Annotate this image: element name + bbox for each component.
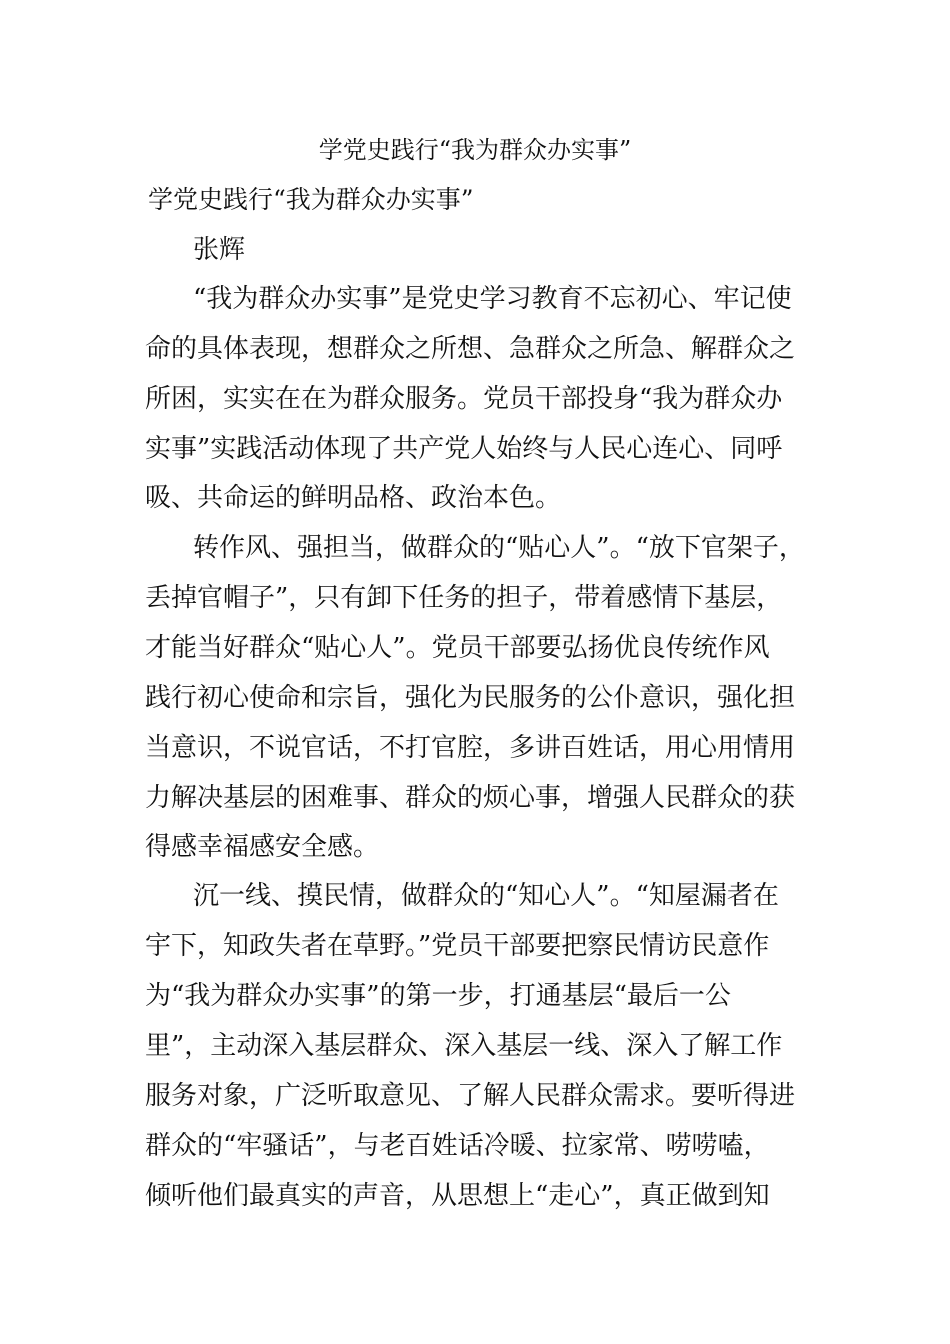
paragraph-line: 践行初心使命和宗旨，强化为民服务的公仆意识，强化担 [145,683,796,713]
paragraph-line: 得感幸福感安全感。 [145,832,380,862]
paragraph-line: 所困，实实在在为群众服务。党员干部投身“我为群众办 [145,384,783,414]
paragraph-line: 命的具体表现，想群众之所想、急群众之所急、解群众之 [145,334,796,364]
paragraph-line: 倾听他们最真实的声音，从思想上“走心”，真正做到知 [145,1181,770,1211]
paragraph-line: 丢掉官帽子”，只有卸下任务的担子，带着感情下基层， [145,583,783,613]
paragraph-line: 里”，主动深入基层群众、深入基层一线、深入了解工作 [145,1031,783,1061]
paragraph-line: “我为群众办实事”是党史学习教育不忘初心、牢记使 [193,284,792,314]
paragraph-line: 服务对象，广泛听取意见、了解人民群众需求。要听得进 [145,1081,796,1111]
paragraph-line: 群众的“牢骚话”，与老百姓话冷暖、拉家常、唠唠嗑， [145,1131,770,1161]
paragraph-line: 当意识，不说官话，不打官腔，多讲百姓话，用心用情用 [145,733,796,763]
paragraph-line: 转作风、强担当，做群众的“贴心人”。“放下官架子， [193,533,805,563]
document-title: 学党史践行“我为群众办实事” [318,136,632,164]
paragraph-line: 沉一线、摸民情，做群众的“知心人”。“知屋漏者在 [193,881,779,911]
paragraph-line: 实事”实践活动体现了共产党人始终与人民心连心、同呼 [145,434,783,464]
paragraph-line: 吸、共命运的鲜明品格、政治本色。 [145,483,562,513]
paragraph-line: 为“我为群众办实事”的第一步，打通基层“最后一公 [145,981,731,1011]
paragraph-line: 力解决基层的困难事、群众的烦心事，增强人民群众的获 [145,783,796,813]
document-subtitle: 学党史践行“我为群众办实事” [148,185,474,214]
paragraph-line: 宇下，知政失者在草野。”党员干部要把察民情访民意作 [145,931,770,961]
paragraph-line: 才能当好群众“贴心人”。党员干部要弘扬优良传统作风 [145,633,770,663]
author-name: 张辉 [193,235,246,265]
